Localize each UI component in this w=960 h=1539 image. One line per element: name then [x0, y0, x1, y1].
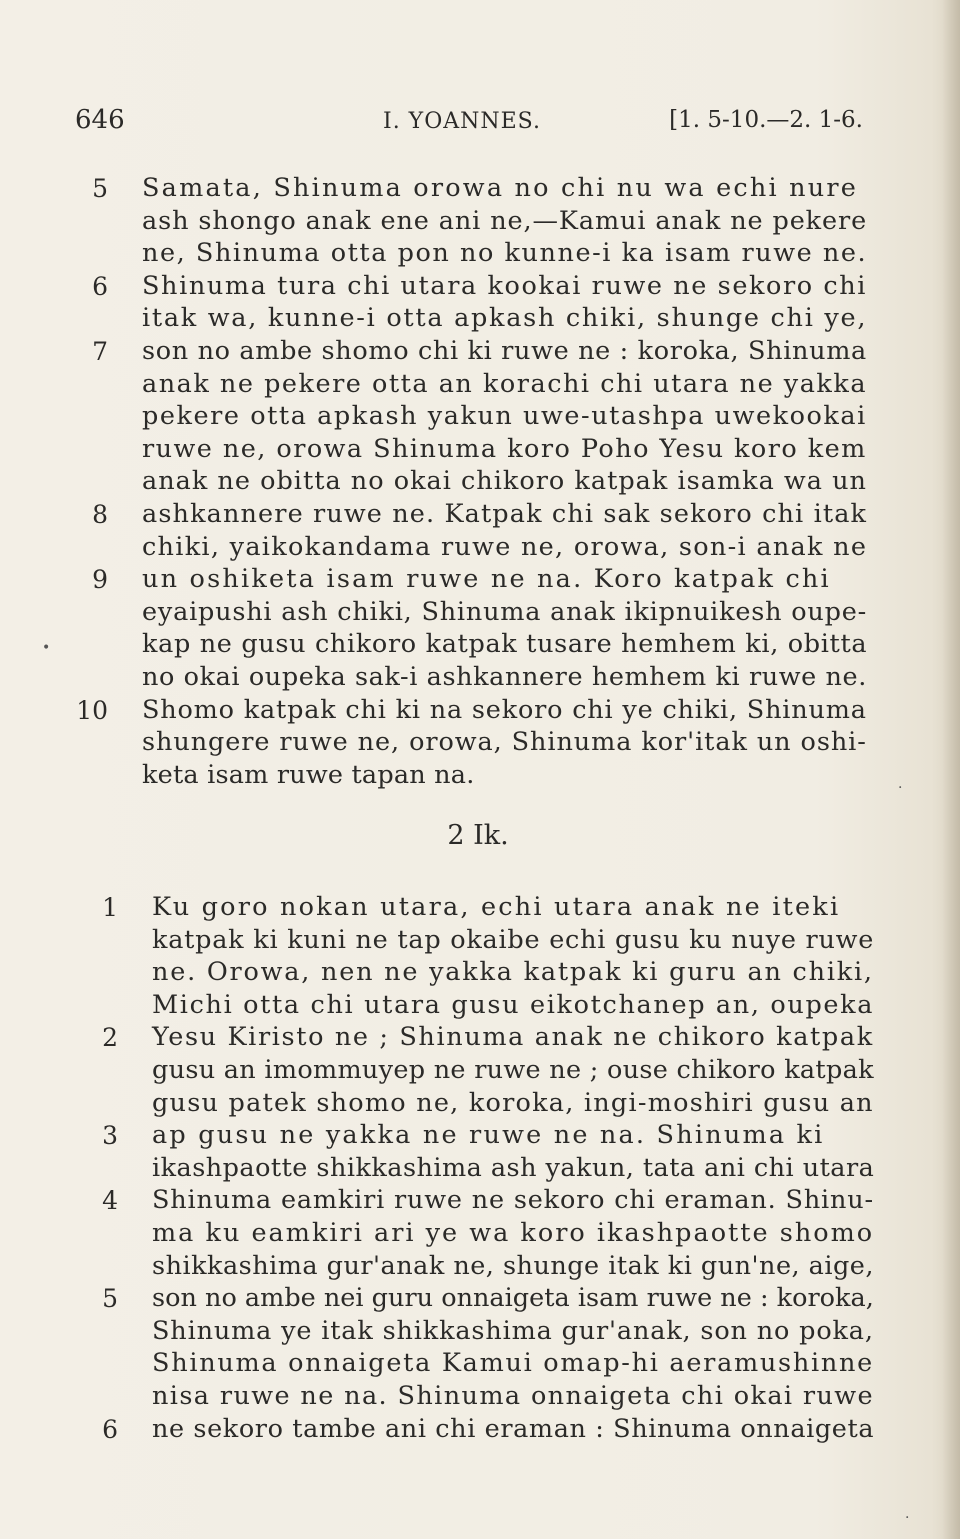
verse-number: 7	[92, 337, 108, 366]
text-line	[0, 596, 960, 629]
verse-text: ashkannere ruwe ne. Katpak chi sak sekoro chi itak	[142, 499, 868, 529]
margin-dot: ·	[898, 780, 903, 796]
text-line	[0, 205, 960, 238]
text-line	[0, 956, 960, 989]
verse-text: Samata, Shinuma orowa no chi nu wa echi nure	[142, 173, 859, 203]
text-line	[0, 1380, 960, 1413]
verse-text: ash shongo anak ene ani ne,—Kamui anak ne pekere	[142, 205, 868, 236]
text-line	[0, 989, 960, 1022]
verse-text: ap gusu ne yakka ne ruwe ne na. Shinuma ki	[152, 1120, 825, 1151]
text-line	[0, 1413, 960, 1446]
text-line	[0, 628, 960, 661]
text-line	[0, 172, 960, 205]
verse-text: Shinuma onnaigeta Kamui omap-hi aeramushinne	[152, 1348, 874, 1379]
verse-text: Shinuma eamkiri ruwe ne sekoro chi eraman. Shinu-	[152, 1185, 874, 1216]
text-line	[0, 1021, 960, 1054]
page-number: 646	[75, 105, 125, 135]
verse-text: son no ambe shomo chi ki ruwe ne : koroka, Shinuma	[142, 336, 867, 366]
chapter-heading-label: 2 Ik.	[447, 820, 509, 851]
verse-text: son no ambe nei guru onnaigeta isam ruwe ne : koroka,	[152, 1283, 874, 1314]
text-line	[0, 531, 960, 564]
text-line	[0, 726, 960, 759]
verse-text: ruwe ne, orowa Shinuma koro Poho Yesu koro kem	[142, 433, 867, 464]
verse-text: gusu patek shomo ne, koroka, ingi-moshiri gusu an	[152, 1087, 874, 1118]
text-line	[0, 1119, 960, 1152]
verse-number: 9	[92, 565, 108, 595]
verse-text: ne sekoro tambe ani chi eraman : Shinuma onnaigeta	[152, 1413, 875, 1444]
verse-text: un oshiketa isam ruwe ne na. Koro katpak chi	[142, 564, 831, 595]
verse-text: shungere ruwe ne, orowa, Shinuma kor'itak un oshi-	[142, 727, 867, 758]
chapter-verse-range: [1. 5-10.—2. 1-6.	[669, 107, 863, 133]
running-title: I. YOANNES.	[383, 109, 541, 134]
text-line	[0, 891, 960, 924]
verse-number: 8	[92, 500, 108, 529]
verse-text: Shomo katpak chi ki na sekoro chi ye chiki, Shinuma	[142, 694, 867, 725]
verse-text: eyaipushi ash chiki, Shinuma anak ikipnuikesh oupe-	[142, 596, 867, 627]
text-line	[0, 498, 960, 531]
chapter-heading	[0, 820, 960, 851]
text-line	[0, 694, 960, 727]
text-line	[0, 1315, 960, 1348]
verse-text: no okai oupeka sak-i ashkannere hemhem ki ruwe ne.	[142, 662, 867, 692]
verse-text: pekere otta apkash yakun uwe-utashpa uwekookai	[142, 401, 867, 432]
text-line	[0, 368, 960, 401]
verse-number: 2	[102, 1023, 118, 1053]
verse-number: 10	[76, 695, 108, 725]
verse-number: 4	[102, 1186, 118, 1216]
text-line	[0, 302, 960, 335]
text-line	[0, 1054, 960, 1087]
verse-number: 3	[102, 1121, 118, 1151]
verse-number: 6	[102, 1414, 118, 1444]
text-line	[0, 400, 960, 433]
verse-text: Yesu Kiristo ne ; Shinuma anak ne chikoro katpak	[152, 1022, 874, 1053]
verse-text: ma ku eamkiri ari ye wa koro ikashpaotte shomo	[152, 1218, 875, 1248]
verse-text: ne. Orowa, nen ne yakka katpak ki guru an chiki,	[152, 957, 874, 988]
verse-number: 6	[92, 271, 108, 301]
verse-number: 1	[102, 893, 118, 922]
verse-text: keta isam ruwe tapan na.	[142, 759, 475, 790]
verse-text: ne, Shinuma otta pon no kunne-i ka isam ruwe ne.	[142, 238, 868, 269]
verse-text: Michi otta chi utara gusu eikotchanep an, oupeka	[152, 989, 875, 1020]
text-line	[0, 1217, 960, 1250]
verse-text: shikkashima gur'anak ne, shunge itak ki gun'ne, aige,	[152, 1250, 874, 1281]
verse-number: 5	[102, 1284, 118, 1314]
text-line	[0, 563, 960, 596]
margin-dot: ·	[905, 1510, 910, 1526]
verse-text: katpak ki kuni ne tap okaibe echi gusu ku nuye ruwe	[152, 924, 875, 955]
page-header	[75, 105, 865, 145]
text-line	[0, 237, 960, 270]
text-line	[0, 1250, 960, 1283]
text-line	[0, 270, 960, 303]
verse-text: itak wa, kunne-i otta apkash chiki, shunge chi ye,	[142, 303, 868, 334]
text-line	[0, 1152, 960, 1185]
verse-text: chiki, yaikokandama ruwe ne, orowa, son-i anak ne	[142, 531, 868, 562]
verse-text: gusu an imommuyep ne ruwe ne ; ouse chikoro katpak	[152, 1055, 874, 1085]
verse-text: Ku goro nokan utara, echi utara anak ne iteki	[152, 892, 841, 922]
verse-text: nisa ruwe ne na. Shinuma onnaigeta chi okai ruwe	[152, 1381, 874, 1411]
text-line	[0, 1282, 960, 1315]
text-line	[0, 465, 960, 498]
verse-number: 5	[92, 174, 108, 203]
text-line	[0, 335, 960, 368]
margin-dot: •	[42, 640, 51, 656]
verse-text: Shinuma tura chi utara kookai ruwe ne sekoro chi	[142, 270, 868, 301]
verse-text: anak ne pekere otta an korachi chi utara ne yakka	[142, 368, 868, 399]
text-line	[0, 1347, 960, 1380]
text-line	[0, 433, 960, 466]
text-line	[0, 661, 960, 694]
text-line	[0, 1087, 960, 1120]
verse-text: ikashpaotte shikkashima ash yakun, tata ani chi utara	[152, 1152, 875, 1183]
text-line	[0, 1184, 960, 1217]
verse-text: anak ne obitta no okai chikoro katpak isamka wa un	[142, 466, 867, 497]
text-line	[0, 924, 960, 957]
verse-text: kap ne gusu chikoro katpak tusare hemhem ki, obitta	[142, 629, 868, 660]
verse-text: Shinuma ye itak shikkashima gur'anak, son no poka,	[152, 1315, 874, 1346]
text-line	[0, 759, 960, 792]
